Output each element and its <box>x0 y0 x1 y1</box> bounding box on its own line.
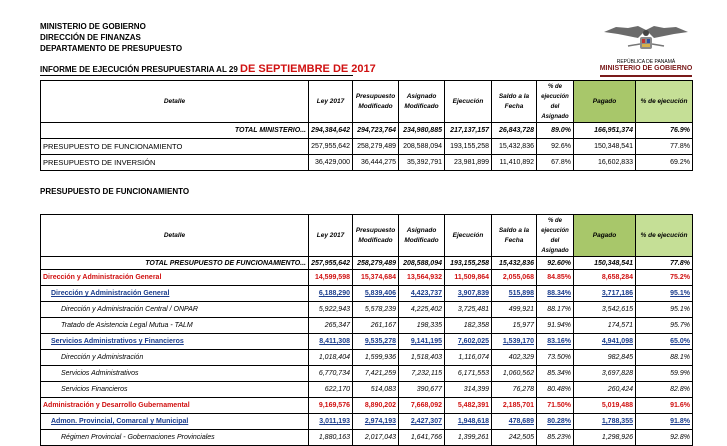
cell-value: 150,348,541 <box>574 257 636 270</box>
cell-value: 26,843,728 <box>492 123 537 139</box>
cell-value: 73.50% <box>537 350 574 366</box>
funcionamiento-table <box>40 214 693 446</box>
col-ejecucion: Ejecución <box>445 215 492 257</box>
cell-value: 8,890,202 <box>353 398 399 414</box>
row-label: Servicios Financieros <box>41 382 309 398</box>
row-label: PRESUPUESTO DE FUNCIONAMIENTO <box>41 139 309 155</box>
logo-country-text: REPÚBLICA DE PANAMÁ <box>616 59 676 65</box>
cell-value: 85.23% <box>537 430 574 446</box>
total-row <box>41 257 693 270</box>
cell-value: 6,171,553 <box>445 366 492 382</box>
cell-value: 5,839,406 <box>353 286 399 302</box>
cell-value: 193,155,258 <box>445 257 492 270</box>
cell-value: 5,578,239 <box>353 302 399 318</box>
row-label: Dirección y Administración General <box>41 286 309 302</box>
cell-value: 4,225,402 <box>399 302 445 318</box>
report-title-prefix: INFORME DE EJECUCIÓN PRESUPUESTARIA AL 29 <box>40 65 238 74</box>
cell-value: 982,845 <box>574 350 636 366</box>
table-row <box>41 318 693 334</box>
cell-value: 182,358 <box>445 318 492 334</box>
cell-value: 35,392,791 <box>399 155 445 171</box>
cell-value: 294,384,642 <box>309 123 353 139</box>
cell-value: 59.9% <box>636 366 693 382</box>
cell-value: 242,505 <box>492 430 537 446</box>
cell-value: 1,539,170 <box>492 334 537 350</box>
table-row <box>41 334 693 350</box>
cell-value: 7,421,259 <box>353 366 399 382</box>
cell-value: 1,518,403 <box>399 350 445 366</box>
cell-value: 77.8% <box>636 257 693 270</box>
cell-value: 69.2% <box>636 155 693 171</box>
cell-value: 2,427,307 <box>399 414 445 430</box>
cell-value: 1,018,404 <box>309 350 353 366</box>
cell-value: 193,155,258 <box>445 139 492 155</box>
cell-value: 1,399,261 <box>445 430 492 446</box>
cell-value: 84.85% <box>537 270 574 286</box>
cell-value: 217,137,157 <box>445 123 492 139</box>
cell-value: 11,509,864 <box>445 270 492 286</box>
header-underline <box>40 75 353 76</box>
cell-value: 6,770,734 <box>309 366 353 382</box>
row-label: TOTAL PRESUPUESTO DE FUNCIONAMIENTO... <box>41 257 309 270</box>
cell-value: 402,329 <box>492 350 537 366</box>
row-label: Dirección y Administración <box>41 350 309 366</box>
cell-value: 5,019,488 <box>574 398 636 414</box>
cell-value: 261,167 <box>353 318 399 334</box>
cell-value: 174,571 <box>574 318 636 334</box>
cell-value: 16,602,833 <box>574 155 636 171</box>
cell-value: 9,169,576 <box>309 398 353 414</box>
cell-value: 8,658,284 <box>574 270 636 286</box>
table-row <box>41 366 693 382</box>
table-row <box>41 302 693 318</box>
cell-value: 8,411,308 <box>309 334 353 350</box>
cell-value: 4,423,737 <box>399 286 445 302</box>
funcionamiento-header-row <box>41 215 693 257</box>
row-label: Tratado de Asistencia Legal Mutua - TALM <box>41 318 309 334</box>
cell-value: 3,542,615 <box>574 302 636 318</box>
row-label: TOTAL MINISTERIO... <box>41 123 309 139</box>
cell-value: 294,723,764 <box>353 123 399 139</box>
logo-underline <box>600 75 692 77</box>
cell-value: 3,011,193 <box>309 414 353 430</box>
report-title-date: DE SEPTIEMBRE DE 2017 <box>240 63 376 75</box>
table-row <box>41 155 693 171</box>
cell-value: 1,060,562 <box>492 366 537 382</box>
cell-value: 3,717,186 <box>574 286 636 302</box>
cell-value: 166,951,374 <box>574 123 636 139</box>
cell-value: 1,641,766 <box>399 430 445 446</box>
cell-value: 15,432,836 <box>492 257 537 270</box>
row-label: Dirección y Administración Central / ONPAR <box>41 302 309 318</box>
cell-value: 6,188,290 <box>309 286 353 302</box>
col-pagado: Pagado <box>574 81 636 123</box>
row-label: Régimen Provincial - Gobernaciones Provinciales <box>41 430 309 446</box>
cell-value: 80.28% <box>537 414 574 430</box>
cell-value: 390,677 <box>399 382 445 398</box>
table-row <box>41 414 693 430</box>
cell-value: 95.1% <box>636 286 693 302</box>
table-row <box>41 430 693 446</box>
cell-value: 3,725,481 <box>445 302 492 318</box>
logo-ministry-name: MINISTERIO DE GOBIERNO <box>599 65 693 72</box>
cell-value: 514,083 <box>353 382 399 398</box>
table-row <box>41 398 693 414</box>
cell-value: 7,232,115 <box>399 366 445 382</box>
cell-value: 85.34% <box>537 366 574 382</box>
row-label: Servicios Administrativos <box>41 366 309 382</box>
row-label: Administración y Desarrollo Gubernamental <box>41 398 309 414</box>
cell-value: 2,185,701 <box>492 398 537 414</box>
col-saldo: Saldo a la Fecha <box>492 215 537 257</box>
cell-value: 15,374,684 <box>353 270 399 286</box>
col-asignado-modificado: Asignado Modificado <box>399 215 445 257</box>
cell-value: 13,564,932 <box>399 270 445 286</box>
cell-value: 76,278 <box>492 382 537 398</box>
cell-value: 14,599,598 <box>309 270 353 286</box>
eagle-emblem-icon <box>598 24 694 64</box>
table-row <box>41 350 693 366</box>
header-direction: DIRECCIÓN DE FINANZAS <box>40 33 141 42</box>
table-row <box>41 139 693 155</box>
cell-value: 36,444,275 <box>353 155 399 171</box>
table-row <box>41 382 693 398</box>
cell-value: 92.6% <box>537 139 574 155</box>
cell-value: 5,922,943 <box>309 302 353 318</box>
cell-value: 76.9% <box>636 123 693 139</box>
cell-value: 11,410,892 <box>492 155 537 171</box>
cell-value: 2,017,043 <box>353 430 399 446</box>
cell-value: 257,955,642 <box>309 139 353 155</box>
col-pct-asignado: % de ejecución del Asignado <box>537 81 574 123</box>
col-pct-ejecucion: % de ejecución <box>636 215 693 257</box>
cell-value: 1,116,074 <box>445 350 492 366</box>
col-detalle: Detalle <box>41 215 309 257</box>
cell-value: 9,535,278 <box>353 334 399 350</box>
cell-value: 150,348,541 <box>574 139 636 155</box>
col-presupuesto-modificado: Presupuesto Modificado <box>353 81 399 123</box>
cell-value: 95.1% <box>636 302 693 318</box>
col-pct-asignado: % de ejecución del Asignado <box>537 215 574 257</box>
cell-value: 65.0% <box>636 334 693 350</box>
total-row <box>41 123 693 139</box>
col-pagado: Pagado <box>574 215 636 257</box>
cell-value: 92.8% <box>636 430 693 446</box>
cell-value: 9,141,195 <box>399 334 445 350</box>
cell-value: 7,668,092 <box>399 398 445 414</box>
summary-table <box>40 80 693 171</box>
cell-value: 234,980,885 <box>399 123 445 139</box>
cell-value: 71.50% <box>537 398 574 414</box>
header-department: DEPARTAMENTO DE PRESUPUESTO <box>40 44 183 53</box>
cell-value: 82.8% <box>636 382 693 398</box>
cell-value: 15,432,836 <box>492 139 537 155</box>
cell-value: 36,429,000 <box>309 155 353 171</box>
row-label: Admon. Provincial, Comarcal y Municipal <box>41 414 309 430</box>
cell-value: 75.2% <box>636 270 693 286</box>
cell-value: 3,697,828 <box>574 366 636 382</box>
section-title: PRESUPUESTO DE FUNCIONAMIENTO <box>40 187 190 196</box>
col-presupuesto-modificado: Presupuesto Modificado <box>353 215 399 257</box>
cell-value: 208,588,094 <box>399 257 445 270</box>
cell-value: 91.6% <box>636 398 693 414</box>
cell-value: 3,907,839 <box>445 286 492 302</box>
cell-value: 1,298,926 <box>574 430 636 446</box>
cell-value: 15,977 <box>492 318 537 334</box>
col-ejecucion: Ejecución <box>445 81 492 123</box>
cell-value: 1,599,936 <box>353 350 399 366</box>
cell-value: 208,588,094 <box>399 139 445 155</box>
row-label: Servicios Administrativos y Financieros <box>41 334 309 350</box>
col-pct-ejecucion: % de ejecución <box>636 81 693 123</box>
cell-value: 515,898 <box>492 286 537 302</box>
col-ley: Ley 2017 <box>309 215 353 257</box>
cell-value: 67.8% <box>537 155 574 171</box>
col-saldo: Saldo a la Fecha <box>492 81 537 123</box>
cell-value: 478,689 <box>492 414 537 430</box>
cell-value: 7,602,025 <box>445 334 492 350</box>
col-detalle: Detalle <box>41 81 309 123</box>
cell-value: 95.7% <box>636 318 693 334</box>
cell-value: 260,424 <box>574 382 636 398</box>
col-ley: Ley 2017 <box>309 81 353 123</box>
cell-value: 92.60% <box>537 257 574 270</box>
cell-value: 198,335 <box>399 318 445 334</box>
cell-value: 258,279,489 <box>353 139 399 155</box>
cell-value: 622,170 <box>309 382 353 398</box>
cell-value: 88.34% <box>537 286 574 302</box>
cell-value: 80.48% <box>537 382 574 398</box>
cell-value: 83.16% <box>537 334 574 350</box>
cell-value: 4,941,098 <box>574 334 636 350</box>
report-title <box>40 64 376 75</box>
row-label: Dirección y Administración General <box>41 270 309 286</box>
ministry-logo <box>598 24 694 80</box>
cell-value: 2,055,068 <box>492 270 537 286</box>
table-row <box>41 270 693 286</box>
cell-value: 265,347 <box>309 318 353 334</box>
cell-value: 89.0% <box>537 123 574 139</box>
col-asignado-modificado: Asignado Modificado <box>399 81 445 123</box>
summary-header-row <box>41 81 693 123</box>
cell-value: 499,921 <box>492 302 537 318</box>
table-row <box>41 286 693 302</box>
cell-value: 1,880,163 <box>309 430 353 446</box>
cell-value: 77.8% <box>636 139 693 155</box>
row-label: PRESUPUESTO DE INVERSIÓN <box>41 155 309 171</box>
cell-value: 2,974,193 <box>353 414 399 430</box>
cell-value: 88.17% <box>537 302 574 318</box>
cell-value: 91.94% <box>537 318 574 334</box>
cell-value: 88.1% <box>636 350 693 366</box>
cell-value: 1,788,355 <box>574 414 636 430</box>
cell-value: 23,981,899 <box>445 155 492 171</box>
cell-value: 91.8% <box>636 414 693 430</box>
cell-value: 257,955,642 <box>309 257 353 270</box>
cell-value: 314,399 <box>445 382 492 398</box>
cell-value: 258,279,489 <box>353 257 399 270</box>
cell-value: 5,482,391 <box>445 398 492 414</box>
cell-value: 1,948,618 <box>445 414 492 430</box>
header-ministry: MINISTERIO DE GOBIERNO <box>40 22 146 31</box>
